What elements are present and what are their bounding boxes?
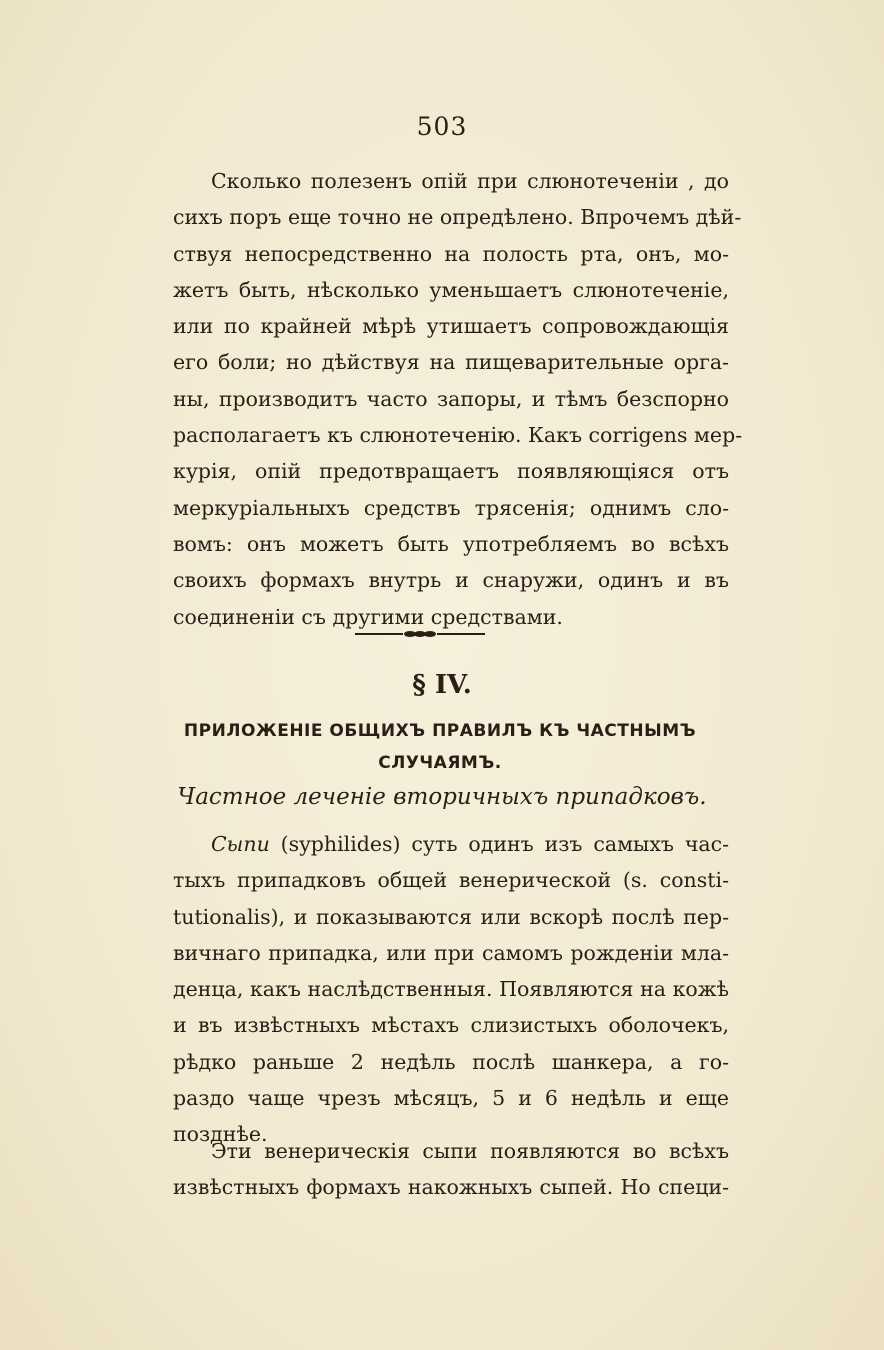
text-line: курія, опій предотвращаетъ появляющіяся отъ (173, 459, 729, 484)
text-line: tutionalis), и показываются или вскорѣ послѣ пер- (173, 904, 729, 929)
text-line: его боли; но дѣйствуя на пищеварительные орга- (173, 350, 729, 375)
paragraph-eruptions (173, 1133, 729, 1206)
text-line: вичнаго припадка, или при самомъ рожденіи мла- (173, 940, 729, 965)
text-line: извѣстныхъ формахъ накожныхъ сыпей. Но специ- (173, 1175, 729, 1200)
text-line: денца, какъ наслѣдственныя. Появляются на кожѣ (173, 977, 729, 1002)
text-line: соединеніи съ другими средствами. (173, 604, 563, 629)
page-number: 503 (416, 112, 468, 141)
text-span: (syphilides) суть одинъ изъ самыхъ час- (269, 832, 729, 856)
section-heading-line: ПРИЛОЖЕНІЕ ОБЩИХЪ ПРАВИЛЪ КЪ ЧАСТНЫМЪ (183, 721, 697, 741)
paragraph-opium (173, 163, 743, 635)
text-line: Сколько полезенъ опій при слюнотеченіи , до (211, 169, 729, 193)
ornamental-divider (355, 629, 485, 639)
text-line: ствуя непосредственно на полость рта, онъ, мо- (173, 241, 729, 266)
text-line: раздо чаще чрезъ мѣсяцъ, 5 и 6 недѣль и еще (173, 1086, 729, 1111)
text-line: своихъ формахъ внутрь и снаружи, одинъ и въ (173, 568, 729, 593)
emphasized-term: Сыпи (211, 832, 270, 856)
paragraph-syphilides (173, 826, 729, 1153)
text-line: ны, производитъ часто запоры, и тѣмъ безспорно (173, 386, 729, 411)
subsection-heading: Частное леченіе вторичныхъ припадковъ. (177, 784, 707, 810)
text-line: меркуріальныхъ средствъ трясенія; однимъ сло- (173, 495, 729, 520)
text-line: и въ извѣстныхъ мѣстахъ слизистыхъ оболочекъ, (173, 1013, 729, 1038)
section-heading-line: СЛУЧАЯМЪ. (378, 753, 502, 773)
text-line: позднѣе. (173, 1122, 268, 1147)
section-heading (140, 715, 740, 779)
text-line: жетъ быть, нѣсколько уменьшаетъ слюнотеченіе, (173, 277, 729, 302)
text-line (173, 826, 729, 862)
text-line: тыхъ припадковъ общей венерической (s. consti- (173, 868, 729, 893)
text-line: Эти венерическія сыпи появляются во всѣхъ (211, 1139, 729, 1163)
text-line: или по крайней мѣрѣ утишаетъ сопровождающія (173, 314, 729, 339)
text-line: рѣдко раньше 2 недѣль послѣ шанкера, а го- (173, 1049, 729, 1074)
text-line: располагаетъ къ слюнотеченію. Какъ corrigens мер- (173, 423, 743, 448)
section-number: § IV. (412, 670, 472, 700)
text-line: сихъ поръ еще точно не опредѣлено. Впрочемъ дѣй- (173, 205, 742, 230)
text-line: вомъ: онъ можетъ быть употребляемъ во всѣхъ (173, 531, 729, 556)
